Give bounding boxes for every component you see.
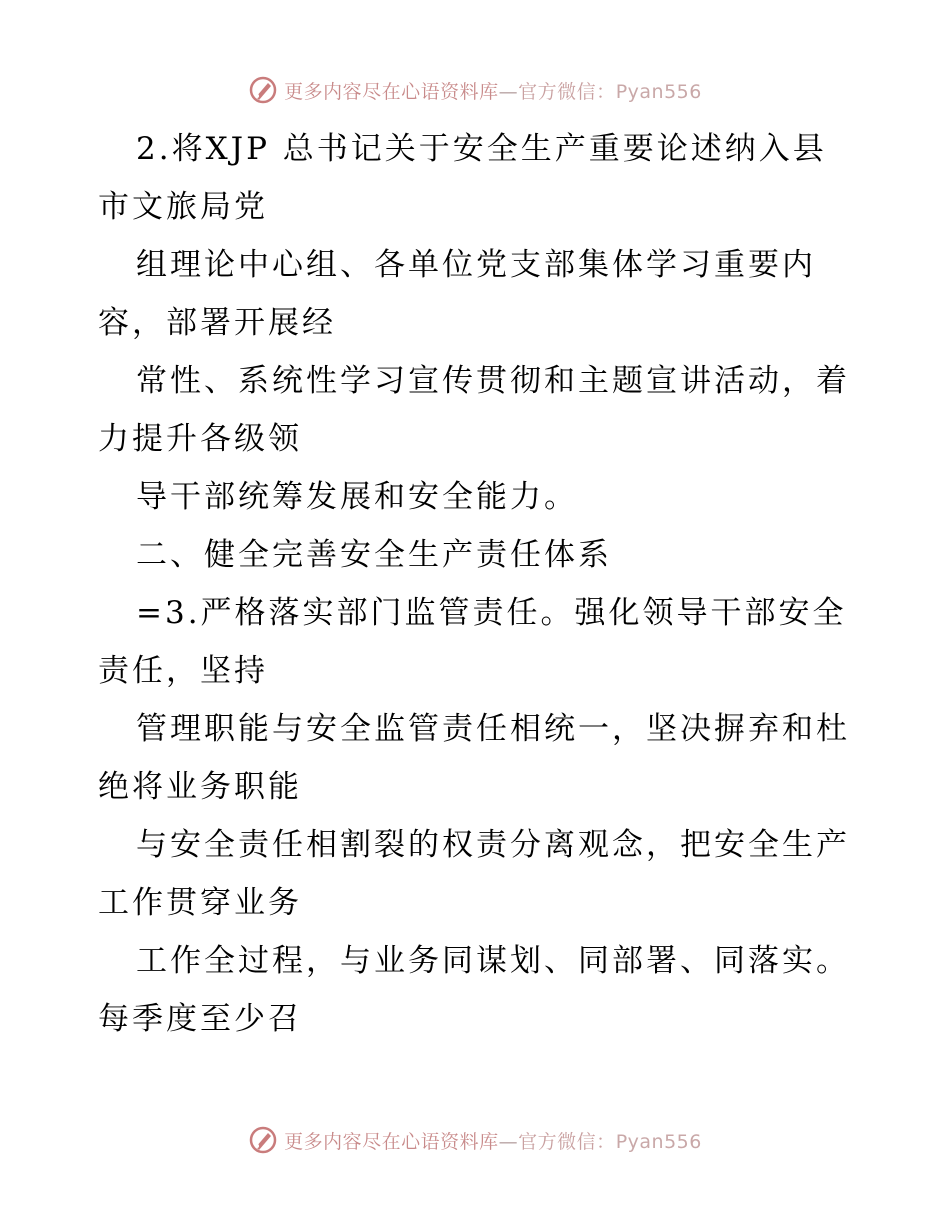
paragraph-line: 组理论中心组、各单位党支部集体学习重要内 xyxy=(136,247,816,283)
paragraph-line: 工作全过程，与业务同谋划、同部署、同落实。 xyxy=(136,943,850,979)
paragraph-line: 容，部署开展经 xyxy=(98,305,336,341)
paragraph-line: 工作贯穿业务 xyxy=(98,885,302,921)
paragraph-line: 每季度至少召 xyxy=(98,1001,302,1037)
header-watermark xyxy=(0,70,950,110)
paragraph-line: 市文旅局党 xyxy=(98,189,268,225)
document-body xyxy=(98,120,888,1048)
watermark-text xyxy=(284,77,702,104)
paragraph-line: 二、健全完善安全生产责任体系 xyxy=(136,537,612,573)
paragraph-line: 2.将XJP 总书记关于安全生产重要论述纳入县 xyxy=(136,131,827,167)
watermark-text xyxy=(284,1127,702,1154)
watermark-id: Pyan556 xyxy=(615,1130,702,1153)
watermark-name: 更多内容尽在心语资料库 xyxy=(284,80,499,103)
footer-watermark xyxy=(0,1120,950,1160)
watermark-label: 官方微信： xyxy=(518,1130,616,1153)
paragraph-line: 导干部统筹发展和安全能力。 xyxy=(136,479,578,515)
paragraph-line: 责任，坚持 xyxy=(98,653,268,689)
watermark-separator: — xyxy=(498,80,519,103)
paragraph-line: 常性、系统性学习宣传贯彻和主题宣讲活动，着 xyxy=(136,363,850,399)
paragraph-line: 与安全责任相割裂的权责分离观念，把安全生产 xyxy=(136,827,850,863)
watermark-label: 官方微信： xyxy=(518,80,616,103)
paragraph-line: 管理职能与安全监管责任相统一，坚决摒弃和杜 xyxy=(136,711,850,747)
watermark-separator: — xyxy=(498,1130,519,1153)
pen-logo-icon xyxy=(248,1125,278,1155)
paragraph-line: =3.严格落实部门监管责任。强化领导干部安全 xyxy=(136,595,847,631)
paragraph-line: 力提升各级领 xyxy=(98,421,302,457)
pen-logo-icon xyxy=(248,75,278,105)
watermark-name: 更多内容尽在心语资料库 xyxy=(284,1130,499,1153)
watermark-id: Pyan556 xyxy=(615,80,702,103)
paragraph-line: 绝将业务职能 xyxy=(98,769,302,805)
